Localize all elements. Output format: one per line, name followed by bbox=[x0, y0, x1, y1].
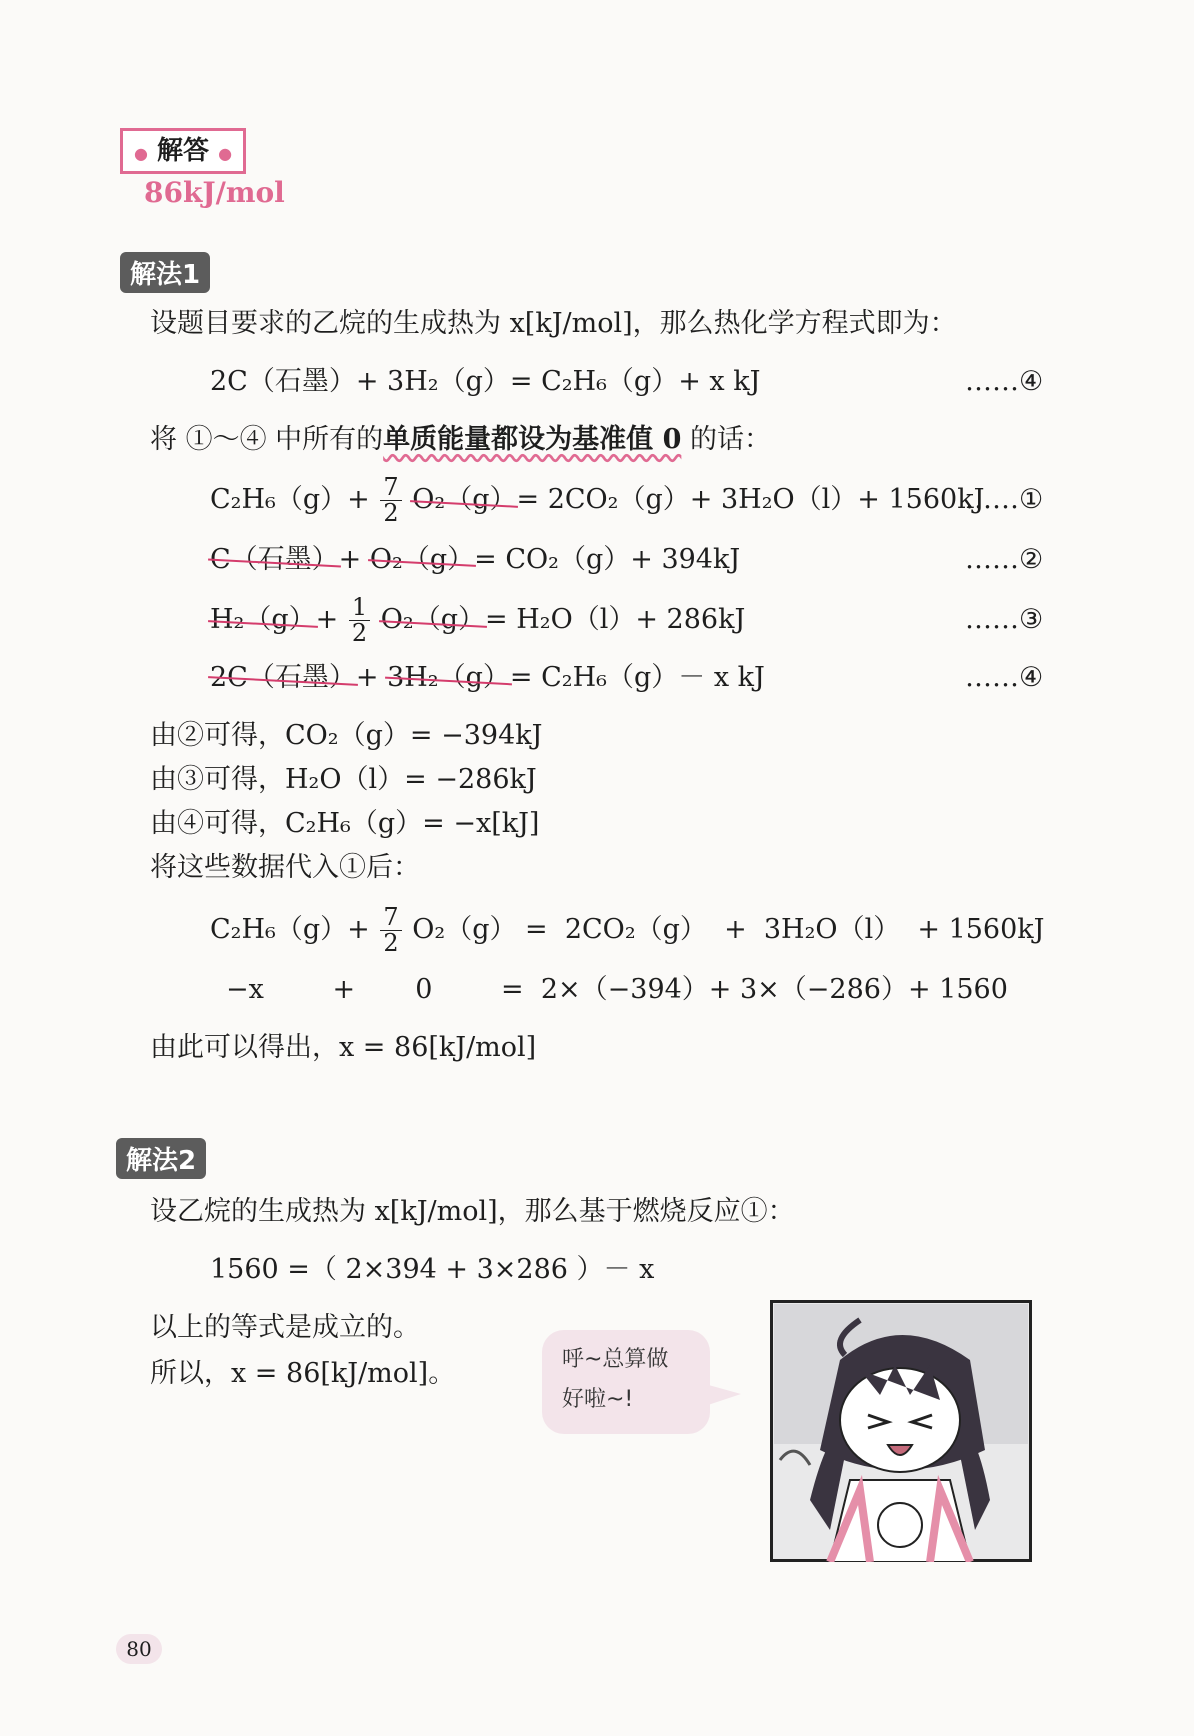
frac-7-2-b: $\frac{7}{2}$ bbox=[380, 905, 401, 956]
bubble-tail bbox=[705, 1380, 745, 1410]
page-number-text: 80 bbox=[126, 1637, 152, 1661]
label-4: ……④ bbox=[965, 662, 1044, 693]
eq3-right: = H₂O（l）+ 286kJ bbox=[485, 604, 746, 635]
frac-7-2: $\frac{7}{2}$ bbox=[380, 475, 401, 526]
speech-bubble bbox=[542, 1330, 710, 1434]
eq1-right: = 2CO₂（g）+ 3H₂O（l）+ 1560kJ bbox=[516, 484, 985, 515]
note-line bbox=[150, 424, 771, 456]
derive-3: 由④可得，C₂H₆（g）= −x[kJ] bbox=[150, 808, 540, 839]
note-c: 的话： bbox=[681, 424, 771, 455]
eq-4: 2C（石墨）+ 3H₂（g）= C₂H₆（g）－ x kJ bbox=[210, 662, 765, 693]
label-1: ……① bbox=[965, 484, 1044, 515]
method2-intro: 设乙烷的生成热为 x[kJ/mol]，那么基于燃烧反应①： bbox=[150, 1196, 795, 1227]
sub-row1-a: C₂H₆（g）+ bbox=[210, 914, 370, 945]
eq1-left: C₂H₆（g）+ bbox=[210, 484, 370, 515]
method1-intro: 设题目要求的乙烷的生成热为 x[kJ/mol]，那么热化学方程式即为： bbox=[150, 308, 957, 339]
method2-eq: 1560 =（ 2×394 + 3×286 ）－ x bbox=[210, 1254, 655, 1285]
note-emphasis: 单质能量都设为基准值 0 bbox=[383, 424, 682, 455]
conclusion: 由此可以得出，x = 86[kJ/mol] bbox=[150, 1032, 537, 1063]
eq-1 bbox=[210, 470, 984, 530]
eq3-o2-struck: O₂（g） bbox=[381, 590, 485, 650]
frac-1-2: $\frac{1}{2}$ bbox=[349, 595, 370, 646]
eq-2: C（石墨）+ O₂（g）= CO₂（g）+ 394kJ bbox=[210, 544, 741, 575]
eq-formation: 2C（石墨）+ 3H₂（g）= C₂H₆（g）+ x kJ bbox=[210, 366, 761, 397]
eq2-right: = CO₂（g）+ 394kJ bbox=[474, 544, 741, 575]
answer-value: 86kJ/mol bbox=[144, 176, 285, 209]
label-2: ……② bbox=[965, 544, 1044, 575]
answer-badge: ● 解答 ● bbox=[120, 128, 246, 174]
derive-1: 由②可得，CO₂（g）= −394kJ bbox=[150, 720, 543, 751]
answer-badge-label: 解答 bbox=[156, 136, 209, 166]
eq4-right: = C₂H₆（g）－ x kJ bbox=[509, 662, 765, 693]
eq2-c-struck: C（石墨） bbox=[210, 544, 339, 575]
eq4-h2-struck: 3H₂（g） bbox=[387, 662, 510, 693]
sub-row-2: −x + 0 = 2×（−394）+ 3×（−286）+ 1560 bbox=[226, 974, 1008, 1005]
eq1-o2-struck: O₂（g） bbox=[412, 470, 516, 530]
note-a: 将 ①～④ 中所有的 bbox=[150, 424, 384, 455]
bubble-line-1: 呼~总算做 bbox=[562, 1347, 669, 1372]
eq4-c-struck: 2C（石墨） bbox=[210, 662, 356, 693]
eq-3: H₂（g）+ $\frac{1}{2}$ O₂（g）= H₂O（l）+ 286kJ bbox=[210, 590, 745, 650]
method2-line1: 以上的等式是成立的。 bbox=[150, 1312, 420, 1343]
eq3-h2-struck: H₂（g） bbox=[210, 590, 316, 650]
manga-character-illustration bbox=[770, 1300, 1032, 1562]
eq2-o2-struck: O₂（g） bbox=[369, 544, 475, 575]
substitute-line: 将这些数据代入①后： bbox=[150, 852, 420, 883]
label-3: ……③ bbox=[965, 604, 1044, 635]
method1-badge: 解法1 bbox=[120, 252, 210, 293]
bubble-line-2: 好啦~! bbox=[562, 1387, 634, 1412]
method2-line2: 所以，x = 86[kJ/mol]。 bbox=[150, 1358, 456, 1389]
label-4a: ……④ bbox=[965, 366, 1044, 397]
page-number bbox=[116, 1634, 162, 1664]
sub-row-1 bbox=[210, 900, 1044, 960]
sub-row1-b: O₂（g） = 2CO₂（g） + 3H₂O（l） + 1560kJ bbox=[412, 914, 1045, 945]
derive-2: 由③可得，H₂O（l）= −286kJ bbox=[150, 764, 537, 795]
method2-badge: 解法2 bbox=[116, 1138, 206, 1179]
